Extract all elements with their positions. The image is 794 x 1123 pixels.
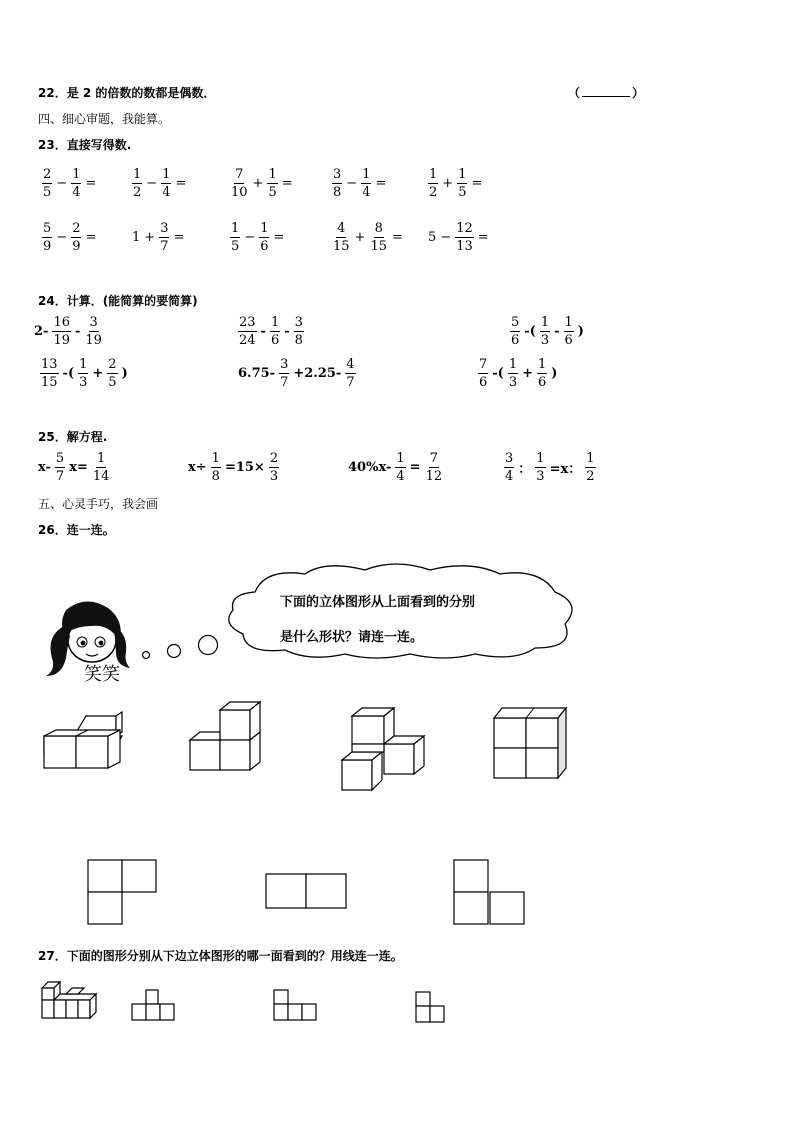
fraction <box>455 222 474 253</box>
fraction <box>369 222 388 253</box>
numerator: 1 <box>231 221 240 236</box>
question-22-text: 22．是 2 的倍数的数都是偶数． <box>38 86 216 100</box>
whole-number: 5 <box>428 230 437 245</box>
denominator: 8 <box>211 469 220 484</box>
fraction <box>92 452 111 483</box>
numerator: 4 <box>346 357 355 372</box>
numerator: 1 <box>260 221 269 236</box>
top-view-3[interactable] <box>452 858 526 926</box>
mental-math-item <box>228 168 295 199</box>
closing-paren: ) <box>577 324 584 339</box>
fraction <box>510 316 520 347</box>
operator: -( <box>524 324 536 339</box>
numerator: 2 <box>269 451 279 466</box>
fraction <box>40 358 59 389</box>
operator: + <box>522 366 534 381</box>
expression-prefix: 6.75- <box>238 366 276 381</box>
operator: − <box>346 176 358 191</box>
denominator: 4 <box>72 185 81 200</box>
numerator: 2 <box>43 167 52 182</box>
operator: − <box>146 176 158 191</box>
fraction <box>238 316 257 347</box>
operator: + <box>354 230 366 245</box>
solid-figure-4[interactable] <box>490 704 574 780</box>
equals-sign: = <box>477 230 489 245</box>
calc-expression-e4 <box>38 358 130 389</box>
mental-math-item <box>330 222 405 253</box>
fraction <box>478 358 488 389</box>
fraction <box>71 222 81 253</box>
closing-paren: ) <box>551 366 558 381</box>
denominator: 14 <box>92 469 110 484</box>
fraction <box>457 168 467 199</box>
solid-figure-2[interactable] <box>186 694 266 774</box>
equation-e3 <box>346 452 445 483</box>
operator: + <box>252 176 264 191</box>
denominator: 7 <box>160 239 169 254</box>
fraction <box>332 168 342 199</box>
operator: + <box>92 366 104 381</box>
fraction <box>270 316 280 347</box>
cloud-text-line-2: 是什么形状？请连一连。 <box>280 630 424 645</box>
numerator: 5 <box>55 451 65 466</box>
numerator: 3 <box>280 357 289 372</box>
denominator: 9 <box>72 239 81 254</box>
denominator: 5 <box>231 239 240 254</box>
fraction <box>428 168 438 199</box>
q27-view-1[interactable] <box>130 988 178 1024</box>
numerator: 5 <box>43 221 52 236</box>
denominator: 3 <box>79 375 88 390</box>
numerator: 1 <box>458 167 467 182</box>
denominator: 8 <box>294 333 303 348</box>
whole-number: 1 <box>132 230 141 245</box>
denominator: 3 <box>508 375 518 390</box>
expression-prefix: x- <box>38 460 51 475</box>
q27-view-3[interactable] <box>414 990 450 1028</box>
denominator: 7 <box>346 375 355 390</box>
answer-bracket[interactable]: （ ） <box>568 86 645 100</box>
denominator: 15 <box>370 239 387 254</box>
equals-sign: = <box>392 230 403 245</box>
equals-sign: = <box>273 230 285 245</box>
numerator: 1 <box>540 315 550 330</box>
fraction <box>279 358 289 389</box>
equals-sign: = <box>471 176 483 191</box>
fraction <box>504 452 514 483</box>
numerator: 7 <box>429 451 438 466</box>
fraction <box>52 316 71 347</box>
fraction <box>42 222 52 253</box>
question-24-title: 24．计算．(能简算的要简算) <box>38 294 198 308</box>
calc-expression-e1 <box>32 316 105 347</box>
denominator: 10 <box>231 185 248 200</box>
numerator: 7 <box>479 357 488 372</box>
denominator: 7 <box>55 469 65 484</box>
denominator: 15 <box>41 375 58 390</box>
fraction <box>345 358 355 389</box>
operator: +2.25- <box>293 366 342 381</box>
operator: - <box>284 324 290 339</box>
mental-math-item <box>426 222 491 253</box>
operator: - <box>554 324 560 339</box>
speech-cloud <box>215 562 585 662</box>
numerator: 1 <box>564 315 573 330</box>
equals-sign: = <box>175 176 187 191</box>
fraction <box>161 168 171 199</box>
denominator: 4 <box>396 469 405 484</box>
fraction <box>71 168 81 199</box>
fraction <box>159 222 169 253</box>
numerator: 1 <box>211 451 220 466</box>
denominator: 6 <box>564 333 573 348</box>
fraction <box>84 316 103 347</box>
fraction <box>78 358 88 389</box>
question-27-title: 27．下面的图形分别从下边立体图形的哪一面看到的？用线连一连。 <box>38 949 403 963</box>
numerator: 3 <box>505 451 514 466</box>
equals-sign: = <box>375 176 387 191</box>
denominator: 15 <box>333 239 350 254</box>
operator: =15× <box>224 460 265 475</box>
q27-view-2[interactable] <box>272 988 320 1024</box>
fraction <box>267 168 277 199</box>
denominator: 6 <box>270 333 280 348</box>
mental-math-item <box>40 168 98 199</box>
equation-e2 <box>186 452 281 483</box>
fraction <box>107 358 117 389</box>
operator: - <box>75 324 81 339</box>
numerator: 1 <box>508 357 518 372</box>
fraction <box>132 168 142 199</box>
denominator: 19 <box>85 333 102 348</box>
denominator: 5 <box>43 185 52 200</box>
numerator: 1 <box>270 315 280 330</box>
numerator: 1 <box>586 451 595 466</box>
numerator: 1 <box>268 167 277 182</box>
section-4-heading: 四、细心审题，我能算。 <box>38 112 171 126</box>
operator: − <box>56 176 68 191</box>
question-22 <box>38 84 215 101</box>
denominator: 4 <box>362 185 371 200</box>
denominator: 2 <box>429 185 438 200</box>
denominator: 24 <box>239 333 256 348</box>
numerator: 4 <box>337 221 346 236</box>
operator: + <box>144 230 156 245</box>
equals-sign: = <box>85 230 97 245</box>
fraction <box>42 168 52 199</box>
section-5-heading: 五、心灵手巧，我会画 <box>38 497 159 511</box>
calc-expression-e3 <box>508 316 586 347</box>
numerator: 1 <box>362 167 371 182</box>
answer-blank[interactable] <box>582 86 630 97</box>
cloud-text-line-1: 下面的立体图形从上面看到的分别 <box>280 595 476 610</box>
fraction <box>537 358 547 389</box>
mental-math-item <box>228 222 286 253</box>
question-26-title: 26．连一连。 <box>38 523 115 537</box>
fraction <box>230 222 240 253</box>
mental-math-item <box>426 168 484 199</box>
numerator: 3 <box>89 315 98 330</box>
numerator: 3 <box>294 315 303 330</box>
fraction <box>332 222 351 253</box>
fraction <box>564 316 574 347</box>
top-view-1[interactable] <box>86 858 158 926</box>
mental-math-item <box>330 168 388 199</box>
question-25-title: 25．解方程. <box>38 430 108 444</box>
operator: =x： <box>549 462 582 477</box>
numerator: 1 <box>538 357 547 372</box>
numerator: 2 <box>72 221 81 236</box>
calc-expression-e2 <box>236 316 306 347</box>
solid-figure-1[interactable] <box>40 712 130 774</box>
denominator: 2 <box>586 469 595 484</box>
numerator: 1 <box>162 167 171 182</box>
question-23-title: 23．直接写得数. <box>38 138 132 152</box>
fraction <box>395 452 405 483</box>
denominator: 6 <box>260 239 269 254</box>
denominator: 6 <box>538 375 547 390</box>
fraction <box>535 452 545 483</box>
numerator: 7 <box>235 167 244 182</box>
fraction <box>211 452 221 483</box>
calc-expression-e6 <box>476 358 559 389</box>
fraction <box>508 358 518 389</box>
operator: - <box>260 324 266 339</box>
denominator: 13 <box>456 239 473 254</box>
numerator: 8 <box>374 221 383 236</box>
equals-sign: = <box>173 230 185 245</box>
equation-e1 <box>36 452 112 483</box>
solid-figure-3[interactable] <box>338 700 434 796</box>
equation-e4 <box>502 452 598 483</box>
denominator: 3 <box>540 333 550 348</box>
numerator: 1 <box>79 357 88 372</box>
denominator: 12 <box>425 469 443 484</box>
top-view-2[interactable] <box>264 872 348 912</box>
numerator: 16 <box>53 315 70 330</box>
expression-prefix: x÷ <box>188 460 207 475</box>
fraction <box>55 452 65 483</box>
operator: x= <box>69 460 88 475</box>
expression-prefix: 40%x- <box>348 460 392 475</box>
operator: − <box>244 230 256 245</box>
fraction <box>585 452 595 483</box>
denominator: 5 <box>458 185 467 200</box>
numerator: 1 <box>133 167 142 182</box>
denominator: 3 <box>536 469 545 484</box>
numerator: 1 <box>72 167 81 182</box>
denominator: 4 <box>505 469 514 484</box>
expression-prefix: 2- <box>34 324 49 339</box>
denominator: 19 <box>53 333 70 348</box>
fraction <box>540 316 550 347</box>
denominator: 4 <box>162 185 171 200</box>
operator: -( <box>492 366 504 381</box>
denominator: 5 <box>268 185 277 200</box>
numerator: 12 <box>456 221 473 236</box>
equals-sign: = <box>281 176 293 191</box>
denominator: 5 <box>108 375 117 390</box>
fraction <box>259 222 269 253</box>
mental-math-item <box>130 222 186 253</box>
operator: − <box>56 230 68 245</box>
denominator: 6 <box>511 333 520 348</box>
denominator: 7 <box>280 375 289 390</box>
operator: -( <box>62 366 75 381</box>
numerator: 13 <box>41 357 58 372</box>
numerator: 3 <box>160 221 169 236</box>
numerator: 23 <box>239 315 256 330</box>
operator: = <box>409 460 421 475</box>
operator: + <box>442 176 454 191</box>
mental-math-item <box>40 222 98 253</box>
fraction <box>425 452 444 483</box>
mental-math-item <box>130 168 188 199</box>
denominator: 2 <box>133 185 142 200</box>
denominator: 6 <box>479 375 488 390</box>
numerator: 1 <box>429 167 438 182</box>
closing-paren: ) <box>121 366 128 381</box>
fraction <box>230 168 249 199</box>
operator: ： <box>518 462 532 477</box>
denominator: 3 <box>269 469 279 484</box>
girl-name-label: 笑笑 <box>84 664 120 685</box>
fraction <box>294 316 304 347</box>
fraction <box>361 168 371 199</box>
numerator: 1 <box>536 451 545 466</box>
denominator: 8 <box>333 185 342 200</box>
numerator: 1 <box>396 451 405 466</box>
numerator: 1 <box>96 451 106 466</box>
numerator: 5 <box>511 315 520 330</box>
numerator: 3 <box>333 167 342 182</box>
denominator: 9 <box>43 239 52 254</box>
numerator: 2 <box>108 357 117 372</box>
calc-expression-e5 <box>236 358 358 389</box>
operator: − <box>440 230 452 245</box>
equals-sign: = <box>85 176 97 191</box>
fraction <box>269 452 279 483</box>
q27-solid-figure[interactable] <box>40 980 102 1024</box>
